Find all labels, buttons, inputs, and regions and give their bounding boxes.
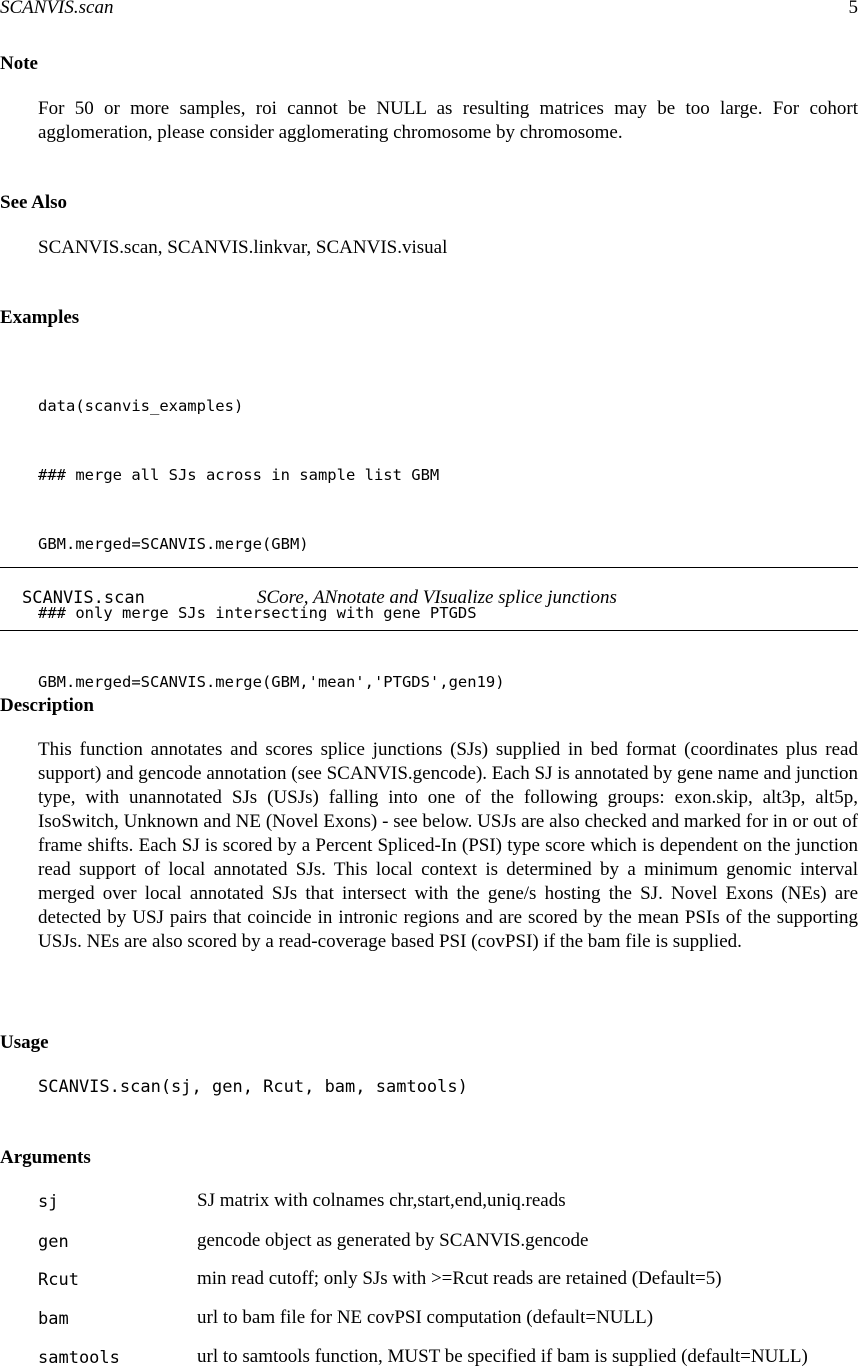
code-line: GBM.merged=SCANVIS.merge(GBM,'mean','PTGDS',gen19) <box>38 673 505 691</box>
examples-code-block <box>38 349 505 717</box>
argument-name-gen: gen <box>38 1232 69 1252</box>
argument-name-sj: sj <box>38 1192 59 1212</box>
argument-desc-gen: gencode object as generated by SCANVIS.gencode <box>197 1230 589 1251</box>
usage-code: SCANVIS.scan(sj, gen, Rcut, bam, samtools) <box>38 1077 468 1097</box>
see-also-heading: See Also <box>0 192 68 213</box>
examples-heading: Examples <box>0 307 80 328</box>
note-text: For 50 or more samples, roi cannot be NULL as resulting matrices may be too large. For cohort agglomeration, please consider agglomerating chromosome by chromosome. <box>38 98 858 143</box>
arguments-heading: Arguments <box>0 1147 91 1168</box>
bottom-rule <box>0 630 858 631</box>
argument-name-samtools: samtools <box>38 1348 120 1368</box>
note-heading: Note <box>0 53 38 74</box>
argument-desc-samtools: url to samtools function, MUST be specified if bam is supplied (default=NULL) <box>197 1346 808 1367</box>
argument-desc-sj: SJ matrix with colnames chr,start,end,uniq.reads <box>197 1190 566 1211</box>
code-line: ### merge all SJs across in sample list GBM <box>38 466 440 484</box>
code-line: ### only merge SJs intersecting with gene PTGDS <box>38 604 477 622</box>
code-line: GBM.merged=SCANVIS.merge(GBM) <box>38 535 309 553</box>
argument-name-bam: bam <box>38 1309 69 1329</box>
see-also-text: SCANVIS.scan, SCANVIS.linkvar, SCANVIS.visual <box>38 237 448 258</box>
function-name: SCANVIS.scan <box>22 588 145 608</box>
top-rule <box>0 567 858 568</box>
running-header-title: SCANVIS.scan <box>0 0 114 18</box>
argument-desc-rcut: min read cutoff; only SJs with >=Rcut reads are retained (Default=5) <box>197 1268 722 1289</box>
code-line: data(scanvis_examples) <box>38 397 244 415</box>
function-title: SCore, ANnotate and VIsualize splice junctions <box>257 587 617 608</box>
usage-heading: Usage <box>0 1032 49 1053</box>
argument-desc-bam: url to bam file for NE covPSI computation (default=NULL) <box>197 1307 654 1328</box>
page-number: 5 <box>848 0 858 18</box>
description-heading: Description <box>0 695 94 716</box>
description-text: This function annotates and scores splice junctions (SJs) supplied in bed format (coordinates plus read support) and gencode annotation (see SCANVIS.gencode). Each SJ is annotated by gene name and junction type, with unannotated SJs (USJs) falling into one of the following groups: exon.skip, alt3p, alt5p, IsoSwitch, Unknown and NE (Novel Exons) - see below. USJs are also checked and marked for in or out of frame shifts. Each SJ is scored by a Percent Spliced-In (PSI) type score which is dependent on the junction read support of local annotated SJs. This local context is determined by a minimum genomic interval merged over local annotated SJs that intersect with the gene/s hosting the SJ. Novel Exons (NEs) are detected by USJ pairs that coincide in intronic regions and are scored by the mean PSIs of the supporting USJs. NEs are also scored by a read-coverage based PSI (covPSI) if the bam file is supplied. <box>38 739 858 952</box>
running-header <box>0 0 858 19</box>
argument-name-rcut: Rcut <box>38 1270 79 1290</box>
